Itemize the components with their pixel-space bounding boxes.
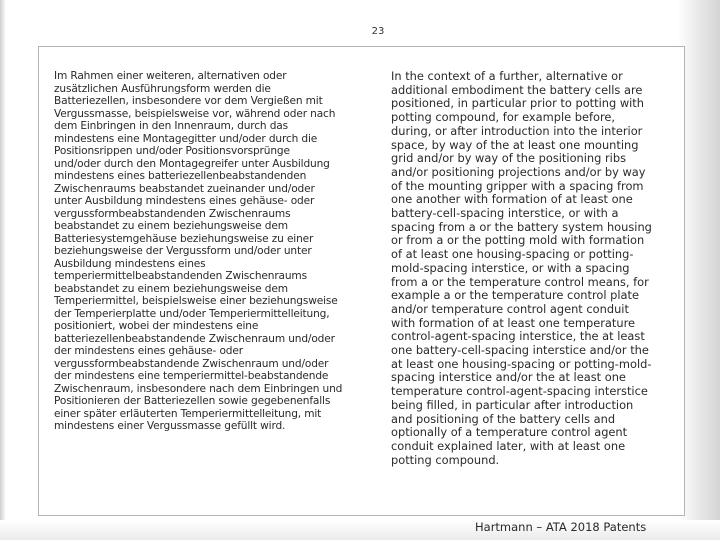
background-left-shade [0, 0, 6, 540]
english-text-column: In the context of a further, alternative or additional embodiment the battery cells are positioned, in particular prior to potting with potting compound, for example before, during, or after introduction into the interior space, by way of the at least one mounting grid and/or by way of the positioning ribs and/or positioning projections and/or by way of the mounting gripper with a spacing from one another with formation of at least one battery-cell-spacing interstice, or with a spacing from a or the battery system housing or from a or the potting mold with formation of at least one housing-spacing or potting- mold-spacing interstice, or with a spacing from a or the temperature control means, for example a or the temperature control plate and/or temperature control agent conduit with formation of at least one temperature control-agent-spacing interstice, the at least one battery-cell-spacing interstice and/or the at least one housing-spacing or potting-mold- spacing interstice and/or the at least one temperature control-agent-spacing interstice being filled, in particular after introduction and positioning of the battery cells and optionally of a temperature control agent conduit explained later, with at least one potting compound. [391, 69, 652, 467]
footer-credit: Hartmann – ATA 2018 Patents [475, 520, 647, 534]
page-number: 23 [371, 26, 385, 37]
german-text-column: Im Rahmen einer weiteren, alternativen oder zusätzlichen Ausführungsform werden die Batteriezellen, insbesondere vor dem Vergießen mit Vergussmasse, beispielsweise vor, während oder nach dem Einbringen in den Innenraum, durch das mindestens eine Montagegitter und/oder durch die Positionsrippen und/oder Positionsvorsprünge und/oder durch den Montagegreifer unter Ausbildung mindestens eines batteriezellenbeabstandenden Zwischenraums beabstandet zueinander und/oder unter Ausbildung mindestens eines gehäuse- oder vergussformbeabstandenden Zwischenraums beabstandet zu einem beziehungsweise dem Batteriesystemgehäuse beziehungsweise zu einer beziehungsweise der Vergussform und/oder unter Ausbildung mindestens eines temperiermittelbeabstandenden Zwischenraums beabstandet zu einem beziehungsweise dem Temperiermittel, beispielsweise einer beziehungsweise der Temperierplatte und/oder Temperiermittelleitung, positioniert, wobei der mindestens eine batteriezellenbeabstandende Zwischenraum und/oder der mindestens eines gehäuse- oder vergussformbeabstandende Zwischenraum und/oder der mindestens eine temperiermittel-beabstandende Zwischenraum, insbesondere nach dem Einbringen und Positionieren der Batteriezellen sowie gegebenenfalls einer später erläuterten Temperiermittelleitung, mit mindestens einer Vergussmasse gefüllt wird. [54, 70, 343, 432]
